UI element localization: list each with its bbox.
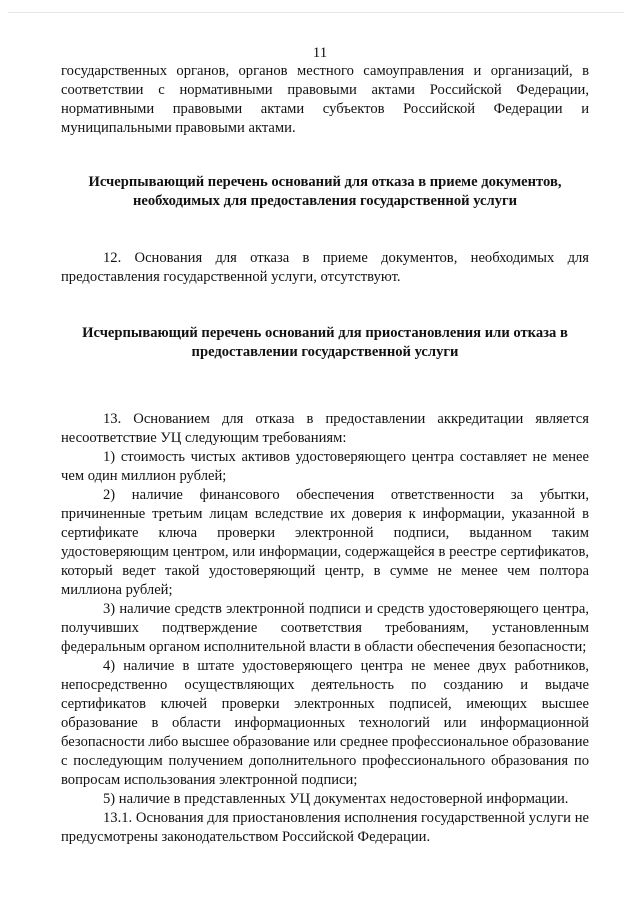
paragraph-13-1: 13.1. Основания для приостановления исполнения государственной услуги не предусмотрены законодательством Российской Федерации.: [61, 810, 589, 845]
page-content: [61, 62, 589, 847]
scan-edge-line: [8, 12, 624, 13]
continuation-paragraph: государственных органов, органов местного самоуправления и организаций, в соответствии с нормативными правовыми актами Российской Федерации, нормативными правовыми актами субъектов Российской Федерации и муниципальными правовыми актами.: [61, 63, 589, 136]
paragraph-13: 13. Основанием для отказа в предоставлении аккредитации является несоответствие УЦ следующим требованиям:: [61, 411, 589, 446]
requirement-item: 2) наличие финансового обеспечения ответственности за убытки, причиненные третьим лицам вследствие их доверия к информации, указанной в сертификате ключа проверки электронной подписи, выданном таким удостоверяющим центром, или информации, содержащейся в реестре сертификатов, который ведет такой удостоверяющий центр, в сумме не менее чем полтора миллиона рублей;: [61, 487, 589, 598]
requirement-item: 3) наличие средств электронной подписи и средств удостоверяющего центра, получивших подтверждение соответствия требованиям, установленным федеральным органом исполнительной власти в области обеспечения безопасности;: [61, 601, 589, 655]
requirement-item: 1) стоимость чистых активов удостоверяющего центра составляет не менее чем один миллион рублей;: [61, 449, 589, 484]
section-heading-line: Исчерпывающий перечень оснований для отказа в приеме документов,: [88, 174, 562, 190]
section-heading-suspension: [61, 324, 589, 362]
section-heading-line: необходимых для предоставления государственной услуги: [132, 193, 518, 209]
requirement-item: 4) наличие в штате удостоверяющего центра не менее двух работников, непосредственно осуществляющих деятельность по созданию и выдаче сертификатов ключей проверки электронных подписей, имеющих высшее образование в области информационных технологий или информационной безопасности либо высшее образование или среднее профессиональное образование с последующим получением дополнительного профессионального образования по вопросам использования электронной подписи;: [61, 658, 590, 788]
section-heading-line: предоставлении государственной услуги: [191, 344, 459, 360]
requirement-item: 5) наличие в представленных УЦ документах недостоверной информации.: [103, 791, 569, 807]
page-number: 11: [312, 45, 328, 61]
paragraph-12: 12. Основания для отказа в приеме документов, необходимых для предоставления государственной услуги, отсутствуют.: [61, 250, 589, 285]
section-heading-line: Исчерпывающий перечень оснований для приостановления или отказа в: [82, 325, 568, 341]
section-heading-refusal-documents: [61, 173, 589, 211]
